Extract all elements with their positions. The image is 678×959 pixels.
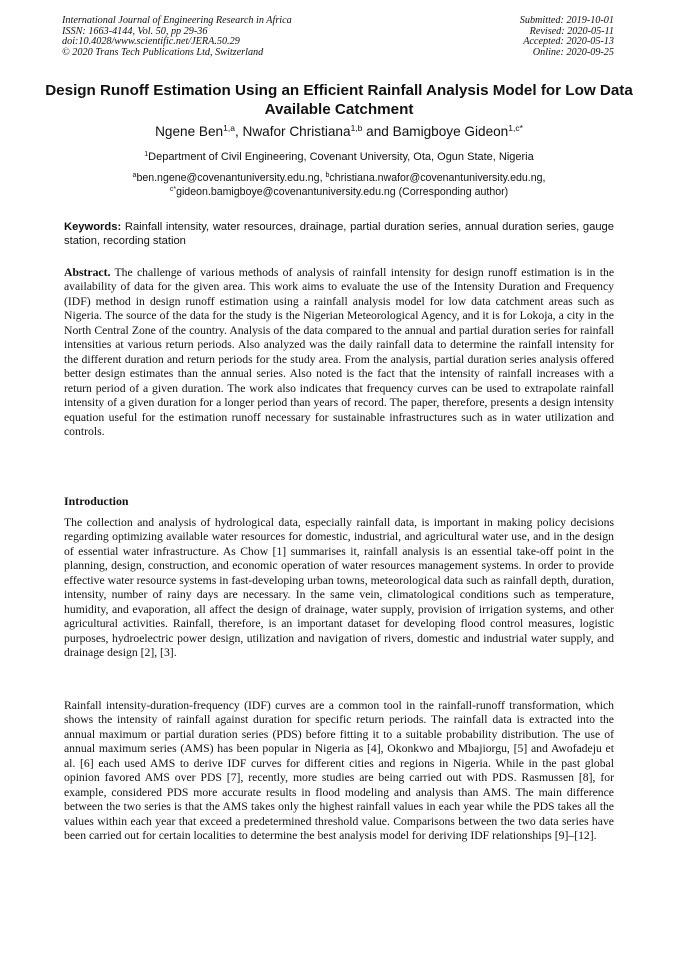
journal-info	[62, 16, 292, 58]
doi: doi:10.4028/www.scientific.net/JERA.50.29	[62, 36, 240, 48]
keywords-text: Rainfall intensity, water resources, drainage, partial duration series, annual duration series, gauge station, recording station	[64, 221, 614, 247]
author-name: Bamigboye Gideon	[392, 124, 509, 139]
online-date: Online: 2020-09-25	[532, 46, 614, 58]
email-superscript: b	[325, 172, 330, 179]
email-b: christiana.nwafor@covenantuniversity.edu.ng,	[329, 172, 546, 184]
affiliation-superscript: 1	[144, 151, 149, 158]
email-line-1	[40, 171, 638, 185]
author-superscript: 1,b	[350, 123, 363, 133]
publication-dates	[520, 16, 614, 58]
abstract-label: Abstract.	[64, 266, 111, 279]
author-superscript: 1,a	[223, 123, 235, 133]
introduction-heading: Introduction	[64, 494, 129, 508]
introduction-paragraph-1: The collection and analysis of hydrological data, especially rainfall data, is important in making policy decisions regarding optimizing available water resources for domestic, industrial, and agricultural water use, and in the design of essential water infrastructure. As Chow [1] summarises it, rainfall analysis is an essential take-off point in the planning, design, construction, and economic operation of water resources management systems. In order to provide effective water resource systems in fast-developing urban towns, meteorological data such as rainfall depth, duration, intensity, number of rainy days are necessary. In the same vein, climatological conditions such as temperature, humidity, and evaporation, all affect the design of drainage, water supply, provision of irrigation systems, and other agricultural activities. Rainfall, therefore, is an important dataset for developing flood control measures, logistic purposes, hydroelectric power design, utilization and navigation of rivers, domestic and industrial water supply, and drainage design [2], [3].	[64, 516, 614, 660]
paper-title: Design Runoff Estimation Using an Efficient Rainfall Analysis Model for Low Data Available Catchment	[45, 82, 633, 118]
keywords	[64, 220, 614, 248]
accepted-date: Accepted: 2020-05-13	[523, 36, 614, 48]
submitted-date: Submitted: 2019-10-01	[519, 15, 614, 26]
issn-volume: ISSN: 1663-4144, Vol. 50, pp 29-36	[62, 25, 208, 37]
author-name: Ngene Ben	[155, 124, 224, 139]
author-emails	[40, 171, 638, 199]
author-separator: ,	[234, 124, 243, 139]
revised-date: Revised: 2020-05-11	[529, 25, 614, 37]
keywords-label: Keywords:	[64, 221, 122, 233]
introduction-paragraph-2: Rainfall intensity-duration-frequency (IDF) curves are a common tool in the rainfall-runoff transformation, which shows the intensity of rainfall against duration for specific return periods. The rainfall data is extracted into the annual maximum or partial duration series (PDS) before fitting it to a suitable probability distribution. The use of annual maximum series (AMS) has been popular in Nigeria as [4], Okonkwo and Mbajiorgu, [5] and Awofadeju et al. [6] each used AMS to derive IDF curves for different cities and regions in Nigeria. While in the past global opinion favored AMS over PDS [7], recently, more studies are being carried out with PDS. Rasmussen [8], for example, considered PDS more accurate results in flood modeling and analysis than AMS. The main difference between the two series is that the AMS takes only the highest rainfall values in each year while the PDS takes all the values within each year that exceed a predetermined threshold value. Comparisons between the two data series have been carried out for certain localities to determine the best analysis model for deriving IDF relationships [9]–[12].	[64, 699, 614, 843]
author-separator: and	[362, 124, 393, 139]
author-name: Nwafor Christiana	[242, 124, 351, 139]
email-c: gideon.bamigboye@covenantuniversity.edu.ng (Corresponding author)	[176, 186, 509, 198]
author-list	[40, 124, 638, 140]
email-a: ben.ngene@covenantuniversity.edu.ng,	[136, 172, 326, 184]
abstract	[64, 266, 614, 439]
email-superscript: c*	[169, 186, 177, 193]
copyright: © 2020 Trans Tech Publications Ltd, Switzerland	[62, 46, 264, 58]
affiliation	[40, 150, 638, 164]
journal-name: International Journal of Engineering Research in Africa	[62, 15, 292, 26]
email-line-2	[40, 185, 638, 199]
author-superscript: 1,c*	[508, 123, 523, 133]
affiliation-text: Department of Civil Engineering, Covenant University, Ota, Ogun State, Nigeria	[148, 151, 534, 163]
abstract-text: The challenge of various methods of analysis of rainfall intensity for design runoff estimation is in the availability of data for the given area. This work aims to evaluate the use of the Intensity Duration and Frequency (IDF) method in design runoff estimation using a rainfall analysis model for low data catchment areas such as Nigeria. The source of the data for the study is the Nigerian Meteorological Agency, and it is for Lokoja, a city in the North Central Zone of the country. Analysis of the data compared to the annual and partial duration series for rainfall intensities at various return periods. Also analyzed was the daily rainfall data to determine the rainfall intensity for the different duration and return periods for the study area. From the analysis, partial duration series analysis offered better design estimates than the annual series. Also noted is the fact that the intensity of rainfall increases with a return period of a given duration. The work also indicates that frequency curves can be used to extrapolate rainfall intensity of a given duration for a longer period than years of record. The paper, therefore, presents a design intensity equation useful for the estimation runoff necessary for sustainable infrastructures such as in water utilization and controls.	[64, 266, 615, 438]
email-superscript: a	[132, 172, 137, 179]
